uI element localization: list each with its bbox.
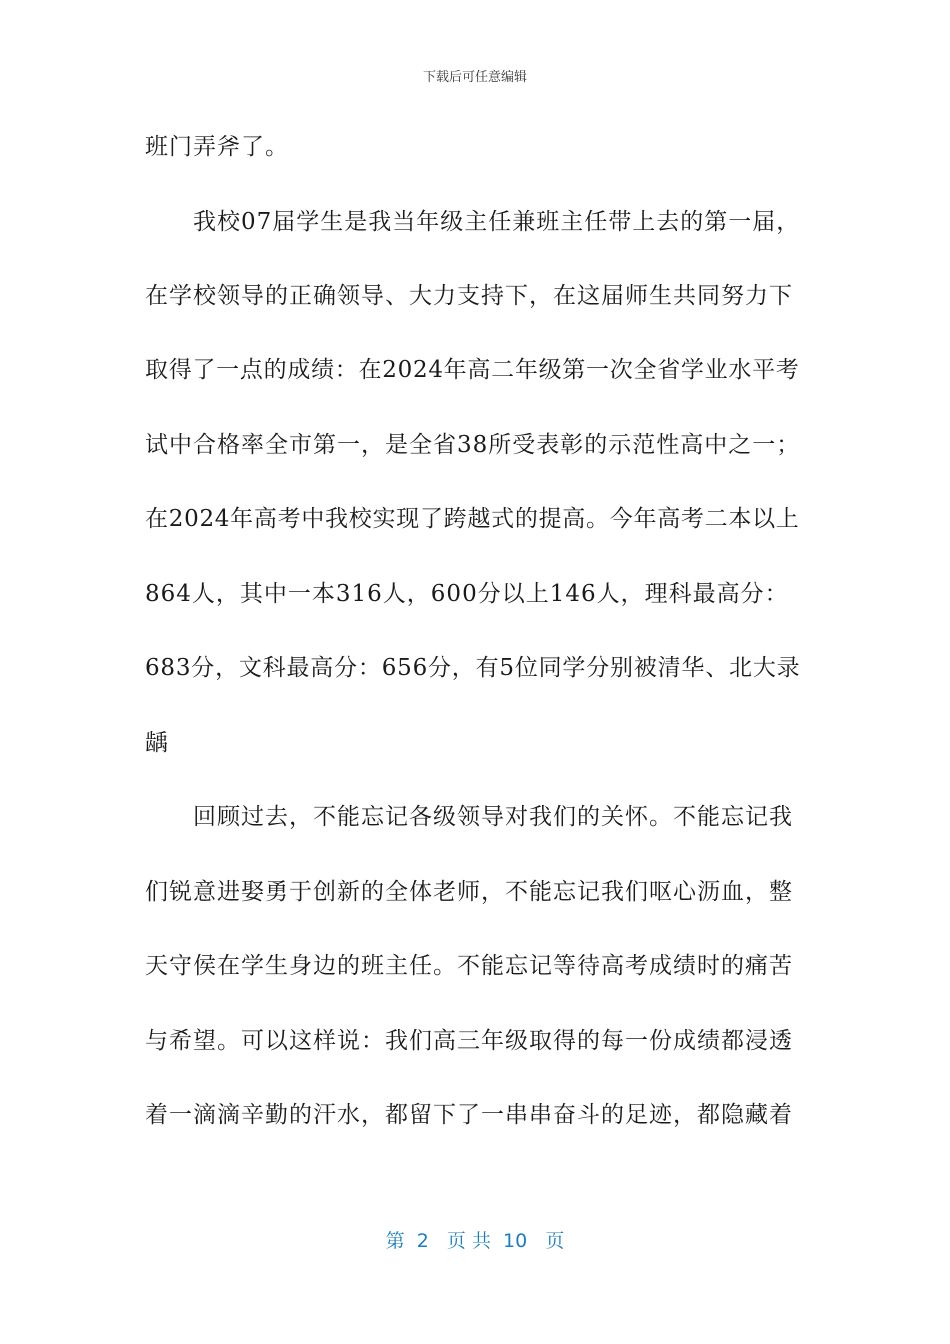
body-line: 我校07届学生是我当年级主任兼班主任带上去的第一届， xyxy=(193,209,801,235)
body-line: 着一滴滴辛勤的汗水，都留下了一串串奋斗的足迹，都隐藏着 xyxy=(145,1102,793,1128)
body-line: 在2024年高考中我校实现了跨越式的提高。今年高考二本以上 xyxy=(145,506,800,532)
page-number-footer: 第 2 页 共 10 页 xyxy=(385,1230,565,1252)
body-line: 班门弄斧了。 xyxy=(145,134,289,160)
body-line: 龋 xyxy=(145,730,169,756)
body-line: 们锐意进娶勇于创新的全体老师，不能忘记我们呕心沥血，整 xyxy=(145,879,793,905)
body-line: 取得了一点的成绩：在2024年高二年级第一次全省学业水平考 xyxy=(145,357,800,383)
page-header: 下载后可任意编辑 xyxy=(422,70,527,85)
body-line: 683分，文科最高分：656分，有5位同学分别被清华、北大录 xyxy=(145,655,801,681)
body-line: 回顾过去，不能忘记各级领导对我们的关怀。不能忘记我 xyxy=(193,804,793,830)
body-line: 与希望。可以这样说：我们高三年级取得的每一份成绩都浸透 xyxy=(145,1028,793,1054)
body-line: 864人，其中一本316人，600分以上146人，理科最高分： xyxy=(145,581,789,607)
body-line: 在学校领导的正确领导、大力支持下，在这届师生共同努力下 xyxy=(145,283,793,309)
body-line: 试中合格率全市第一，是全省38所受表彰的示范性高中之一； xyxy=(145,432,801,458)
body-line: 天守侯在学生身边的班主任。不能忘记等待高考成绩时的痛苦 xyxy=(145,953,793,979)
